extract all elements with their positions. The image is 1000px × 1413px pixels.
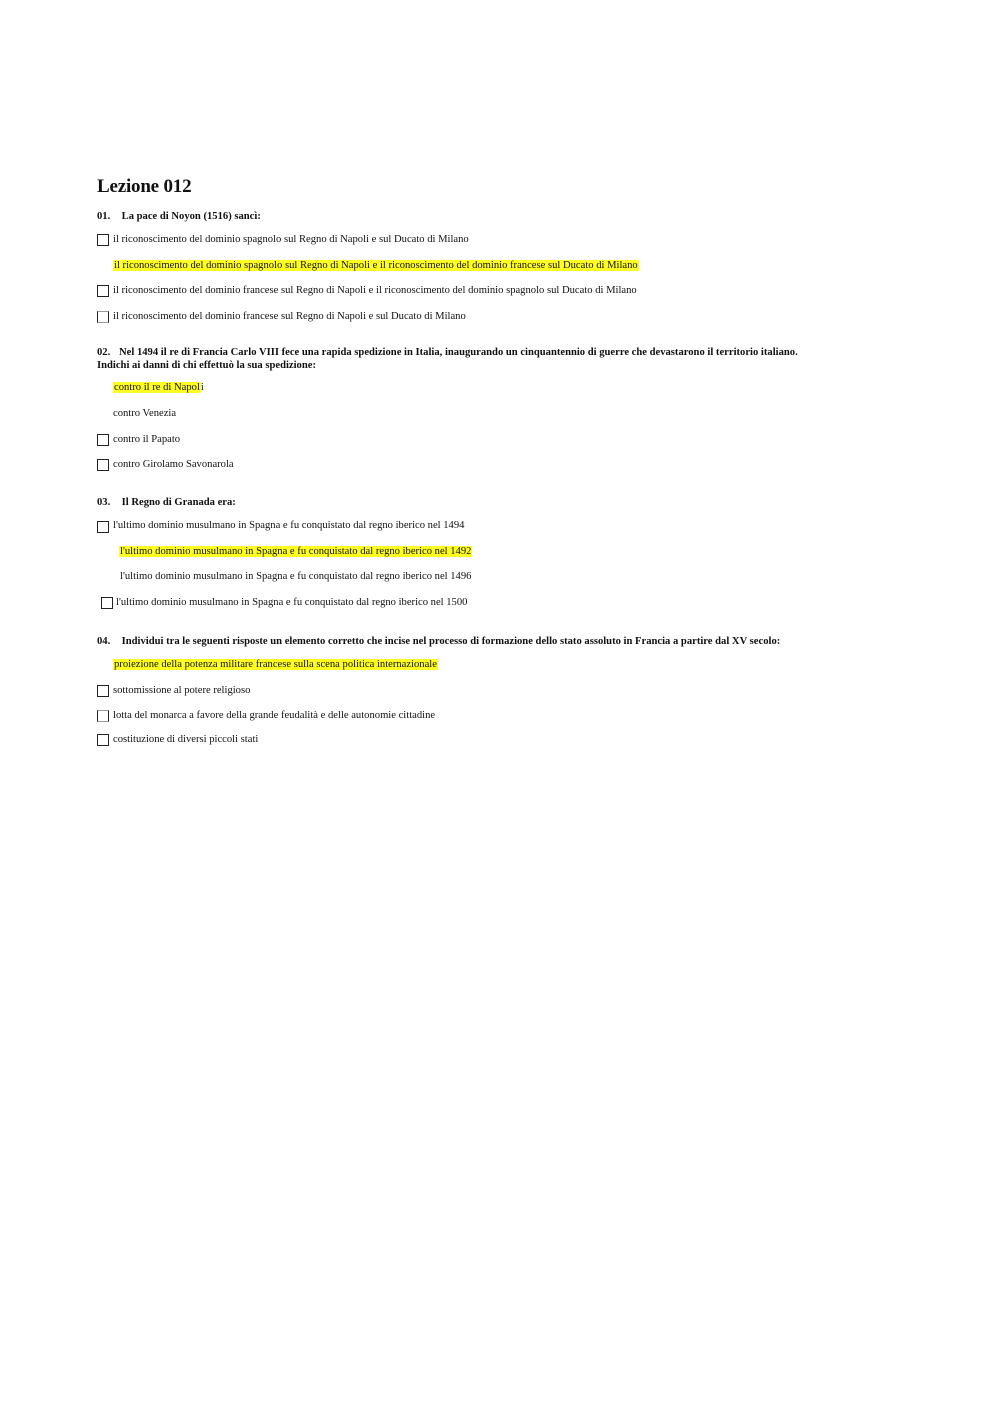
question-02 [97, 346, 917, 372]
question-text-line2: Indichi ai danni di chi effettuò la sua spedizione: [97, 360, 316, 371]
answer-checkbox[interactable] [97, 285, 109, 297]
answer-checkbox[interactable] [97, 734, 109, 746]
answer-option: l'ultimo dominio musulmano in Spagna e fu conquistato dal regno iberico nel 1500 [116, 597, 468, 608]
answer-checkbox[interactable] [97, 710, 109, 722]
answer-checkbox[interactable] [97, 685, 109, 697]
question-text: Nel 1494 il re di Francia Carlo VIII fece una rapida spedizione in Italia, inaugurando un cinquantennio di guerre che devastarono il territorio italiano. [119, 347, 798, 358]
answer-option-correct [113, 658, 438, 672]
answer-option-correct [113, 259, 639, 273]
answer-option: l'ultimo dominio musulmano in Spagna e fu conquistato dal regno iberico nel 1496 [120, 571, 472, 582]
question-04 [97, 635, 917, 648]
answer-option: sottomissione al potere religioso [113, 685, 251, 696]
question-text: La pace di Noyon (1516) sancì: [121, 211, 261, 222]
answer-checkbox[interactable] [97, 434, 109, 446]
answer-option: il riconoscimento del dominio francese sul Regno di Napoli e il riconoscimento del dominio spagnolo sul Ducato di Milano [113, 285, 637, 296]
highlighted-answer: l'ultimo dominio musulmano in Spagna e fu conquistato dal regno iberico nel 1492 [120, 546, 472, 557]
answer-option: lotta del monarca a favore della grande feudalità e delle autonomie cittadine [113, 710, 436, 721]
answer-checkbox[interactable] [97, 521, 109, 533]
answer-checkbox[interactable] [97, 459, 109, 471]
answer-checkbox[interactable] [97, 311, 109, 323]
question-number: 01. [97, 211, 111, 222]
question-number: 03. [97, 497, 111, 508]
answer-option: il riconoscimento del dominio spagnolo sul Regno di Napoli e sul Ducato di Milano [113, 234, 469, 245]
highlighted-answer: contro il re di Napol [114, 382, 200, 393]
question-01 [97, 210, 917, 223]
question-text: Individui tra le seguenti risposte un elemento corretto che incise nel processo di formazione dello stato assoluto in Francia a partire dal XV secolo: [121, 636, 781, 647]
answer-option: contro il Papato [113, 434, 181, 445]
answer-option-correct [119, 545, 472, 559]
answer-option-tail: i [200, 382, 204, 393]
answer-option: contro Girolamo Savonarola [113, 459, 234, 470]
lesson-title: Lezione 012 [97, 176, 192, 197]
highlighted-answer: il riconoscimento del dominio spagnolo sul Regno di Napoli e il riconoscimento del dominio francese sul Ducato di Milano [114, 260, 638, 271]
highlighted-answer: proiezione della potenza militare francese sulla scena politica internazionale [114, 659, 437, 670]
answer-checkbox[interactable] [101, 597, 113, 609]
question-number: 04. [97, 636, 111, 647]
question-text: Il Regno di Granada era: [121, 497, 236, 508]
question-number: 02. [97, 347, 111, 358]
answer-option: costituzione di diversi piccoli stati [113, 734, 259, 745]
answer-option: l'ultimo dominio musulmano in Spagna e fu conquistato dal regno iberico nel 1494 [113, 520, 465, 531]
answer-option-correct [113, 381, 204, 395]
answer-option: contro Venezia [113, 408, 177, 419]
answer-checkbox[interactable] [97, 234, 109, 246]
answer-option: il riconoscimento del dominio francese sul Regno di Napoli e sul Ducato di Milano [113, 311, 466, 322]
question-03 [97, 496, 917, 509]
